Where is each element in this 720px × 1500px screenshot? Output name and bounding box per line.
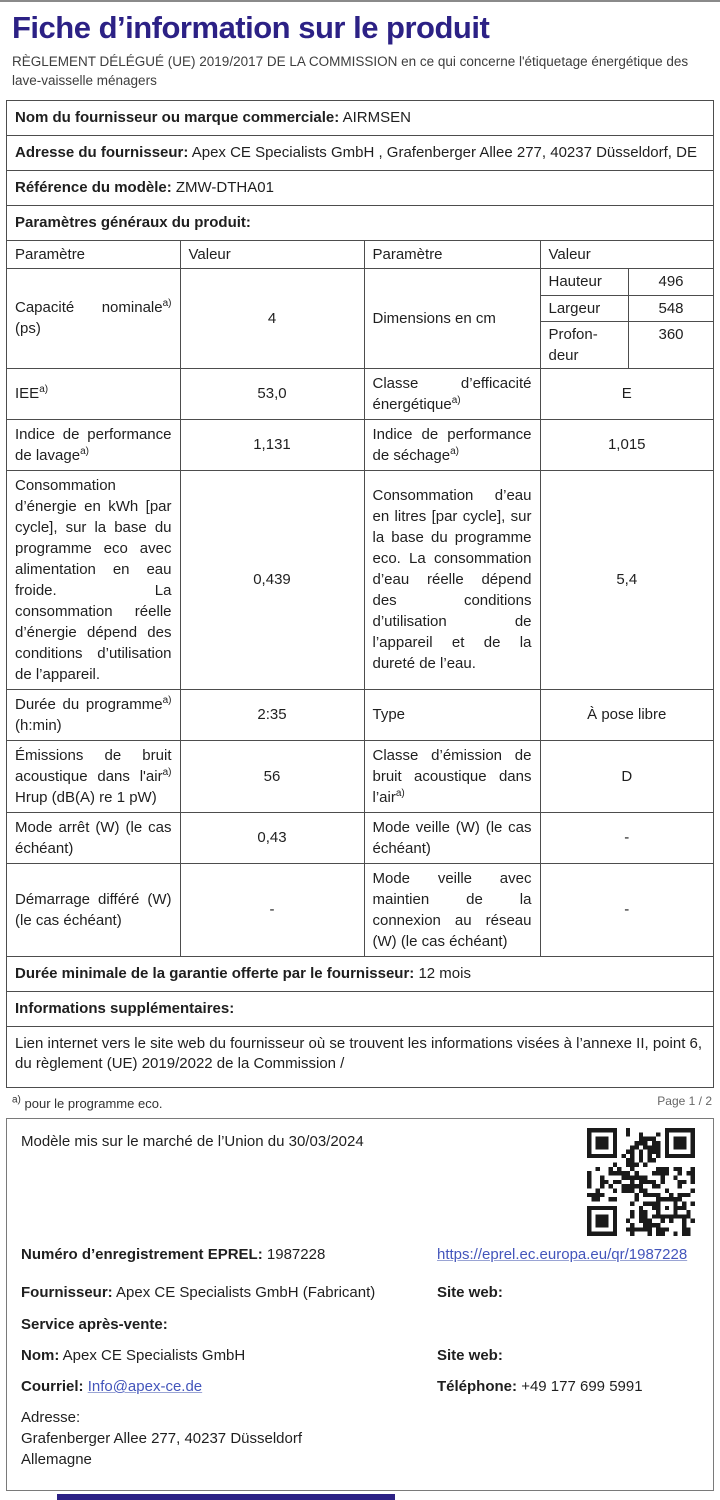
market-date: Modèle mis sur le marché de l’Union du 30/03/2024 <box>21 1133 364 1150</box>
footnote-marker: a) <box>162 298 172 310</box>
email-label: Courriel: <box>21 1378 84 1395</box>
param-label-delayed-start: Démarrage différé (W) (le cas échéant) <box>7 863 180 956</box>
manufacturer-value: Apex CE Specialists GmbH (Fabricant) <box>116 1284 376 1301</box>
table-row-performance-index <box>7 419 713 470</box>
param-label-noise-class: Classe d’émission de bruit acoustique dans l’air$^{a)}$ <box>364 740 540 812</box>
service-address <box>21 1407 699 1470</box>
param-value-water-consumption: 5,4 <box>540 470 713 689</box>
dimension-value-depth: 360 <box>629 321 714 368</box>
qr-code <box>587 1128 695 1236</box>
supplier-address-row <box>7 136 713 171</box>
email <box>21 1376 427 1398</box>
supplier-name-row <box>7 101 713 136</box>
param-value-delayed-start: - <box>180 863 364 956</box>
footnote-marker: a) <box>162 766 172 778</box>
param-label-standby-mode: Mode veille (W) (le cas échéant) <box>364 812 540 863</box>
guarantee-row <box>7 957 713 992</box>
supplier-address-value: Apex CE Specialists GmbH , Grafenberger Allee 277, 40237 Düsseldorf, DE <box>191 144 697 161</box>
phone <box>437 1376 699 1398</box>
footnote-text: pour le programme eco. <box>24 1095 163 1111</box>
param-label-energy-class: Classe d’efficacité énergétique$^{a)}$ <box>364 368 540 419</box>
general-parameters-title: Paramètres généraux du produit: <box>15 214 251 231</box>
parameters-header-row <box>7 241 713 269</box>
footnote-marker: a) <box>395 787 405 799</box>
website-label: Site web: <box>437 1284 503 1301</box>
email-link[interactable]: Info@apex-ce.de <box>87 1378 203 1395</box>
footnote-marker: a) <box>451 394 461 406</box>
table-row-offmode-standby <box>7 812 713 863</box>
model-reference-label: Référence du modèle: <box>15 179 172 196</box>
page-title: Fiche d’information sur le produit <box>12 10 490 45</box>
footnote-marker: a) <box>12 1094 21 1106</box>
after-sales-row <box>21 1314 699 1336</box>
dimension-value-height: 496 <box>629 269 714 295</box>
service-name <box>21 1345 427 1367</box>
dimension-row-depth <box>541 321 714 368</box>
product-info-box <box>6 100 714 1088</box>
param-label-type: Type <box>364 689 540 740</box>
footnote-marker: a) <box>450 445 459 457</box>
dimension-name-depth: Profon-deur <box>541 321 629 368</box>
service-name-value: Apex CE Specialists GmbH <box>62 1347 246 1364</box>
qr-code-image <box>587 1128 695 1236</box>
param-value-dry-index: 1,015 <box>540 419 713 470</box>
param-value-noise-class: D <box>540 740 713 812</box>
eprel-value: 1987228 <box>266 1246 326 1263</box>
footnote-marker: a) <box>80 445 89 457</box>
dimension-row-height <box>541 269 714 295</box>
service-name-row <box>21 1345 699 1367</box>
param-value-energy-class: E <box>540 368 713 419</box>
header-parametre-2: Paramètre <box>364 241 540 269</box>
header-valeur-1: Valeur <box>180 241 364 269</box>
service-name-label: Nom: <box>21 1347 60 1364</box>
param-label-dimensions: Dimensions en cm <box>364 269 540 369</box>
supplier-link-row: Lien internet vers le site web du fournisseur où se trouvent les informations visées à l’annexe II, point 6, du règlement (UE) 2019/2022 de la Commission / <box>15 1034 703 1072</box>
email-phone-row <box>21 1376 699 1398</box>
header-valeur-2: Valeur <box>540 241 713 269</box>
next-page-title-sliver <box>57 1494 395 1500</box>
param-value-iee: 53,0 <box>180 368 364 419</box>
page2-contact-box <box>6 1118 714 1491</box>
dimensions-subtable <box>541 269 714 368</box>
general-parameters-title-row <box>7 206 713 241</box>
guarantee-value: 12 mois <box>418 964 471 982</box>
manufacturer-row <box>21 1282 699 1304</box>
footnote-marker: a) <box>39 384 49 395</box>
model-reference-value: ZMW-DTHA01 <box>175 179 274 196</box>
table-row-noise <box>7 740 713 812</box>
param-value-type: À pose libre <box>540 689 713 740</box>
supplier-name-value: AIRMSEN <box>342 109 411 126</box>
param-value-noise: 56 <box>180 740 364 812</box>
table-row-duration-type <box>7 689 713 740</box>
eprel-registration <box>21 1244 427 1266</box>
table-row-delayedstart-network <box>7 863 713 956</box>
regulation-subtitle: RÈGLEMENT DÉLÉGUÉ (UE) 2019/2017 DE LA COMMISSION en ce qui concerne l'étiquetage énergétique des lave-vaisselle ménagers <box>12 54 689 88</box>
phone-value: +49 177 699 5991 <box>521 1378 643 1395</box>
header-parametre-1: Paramètre <box>7 241 180 269</box>
table-row-capacity-dimensions <box>7 269 713 369</box>
eprel-row <box>21 1244 699 1266</box>
param-value-energy-consumption: 0,439 <box>180 470 364 689</box>
param-label-iee: IEE$^{a)}$ <box>7 368 180 419</box>
additional-info-title: Informations supplémentaires: <box>15 999 235 1017</box>
dimension-row-width <box>541 295 714 321</box>
param-value-wash-index: 1,131 <box>180 419 364 470</box>
param-value-capacity: 4 <box>180 269 364 369</box>
param-value-networked-standby: - <box>540 863 713 956</box>
param-label-noise: Émissions de bruit acoustique dans l'air$^{a)}$ Hrup (dB(A) re 1 pW) <box>7 740 180 812</box>
param-value-off-mode: 0,43 <box>180 812 364 863</box>
eprel-link[interactable]: https://eprel.ec.europa.eu/qr/1987228 <box>437 1246 688 1263</box>
model-reference-row <box>7 171 713 206</box>
table-row-consumption <box>7 470 713 689</box>
page-indicator: Page 1 / 2 <box>657 1094 712 1108</box>
service-address-line1: Grafenberger Allee 277, 40237 Düsseldorf <box>21 1430 303 1447</box>
service-address-line2: Allemagne <box>21 1451 92 1468</box>
dimension-name-width: Largeur <box>541 295 629 321</box>
param-label-capacity: Capacité nominale$^{a)}$ (ps) <box>7 269 180 369</box>
param-label-duration: Durée du programme$^{a)}$ (h:min) <box>7 689 180 740</box>
param-label-dry-index: Indice de performance de séchage$^{a)}$ <box>364 419 540 470</box>
footnote-eco-program <box>12 1096 708 1111</box>
manufacturer-label: Fournisseur: <box>21 1284 113 1301</box>
param-label-off-mode: Mode arrêt (W) (le cas échéant) <box>7 812 180 863</box>
dimension-name-height: Hauteur <box>541 269 629 295</box>
additional-info-title-row <box>7 992 713 1027</box>
supplier-address-label: Adresse du fournisseur: <box>15 144 189 161</box>
guarantee-label: Durée minimale de la garantie offerte par le fournisseur: <box>15 964 415 982</box>
manufacturer <box>21 1282 427 1304</box>
parameters-table <box>7 241 713 957</box>
phone-label: Téléphone: <box>437 1378 518 1395</box>
website-label-2: Site web: <box>437 1347 503 1364</box>
dimension-value-width: 548 <box>629 295 714 321</box>
param-label-wash-index: Indice de performance de lavage$^{a)}$ <box>7 419 180 470</box>
service-address-label: Adresse: <box>21 1409 81 1426</box>
eprel-label: Numéro d’enregistrement EPREL: <box>21 1246 263 1263</box>
table-row-iee-energyclass <box>7 368 713 419</box>
after-sales-label: Service après-vente: <box>21 1316 168 1333</box>
param-label-networked-standby: Mode veille avec maintien de la connexion au réseau (W) (le cas échéant) <box>364 863 540 956</box>
param-value-duration: 2:35 <box>180 689 364 740</box>
supplier-name-label: Nom du fournisseur ou marque commerciale: <box>15 109 340 126</box>
param-label-water-consumption: Consommation d’eau en litres [par cycle], sur la base du programme eco. La consommation d’eau réelle dépend des conditions d’utilisation de l’appareil et de la dureté de l’eau. <box>364 470 540 689</box>
footnote-marker: a) <box>162 694 172 706</box>
param-value-standby-mode: - <box>540 812 713 863</box>
param-value-dimensions <box>540 269 713 369</box>
param-label-energy-consumption: Consommation d’énergie en kWh [par cycle], sur la base du programme eco avec alimentation en eau froide. La consommation réelle d’énergie dépend des conditions d’utilisation de l’appareil. <box>7 470 180 689</box>
